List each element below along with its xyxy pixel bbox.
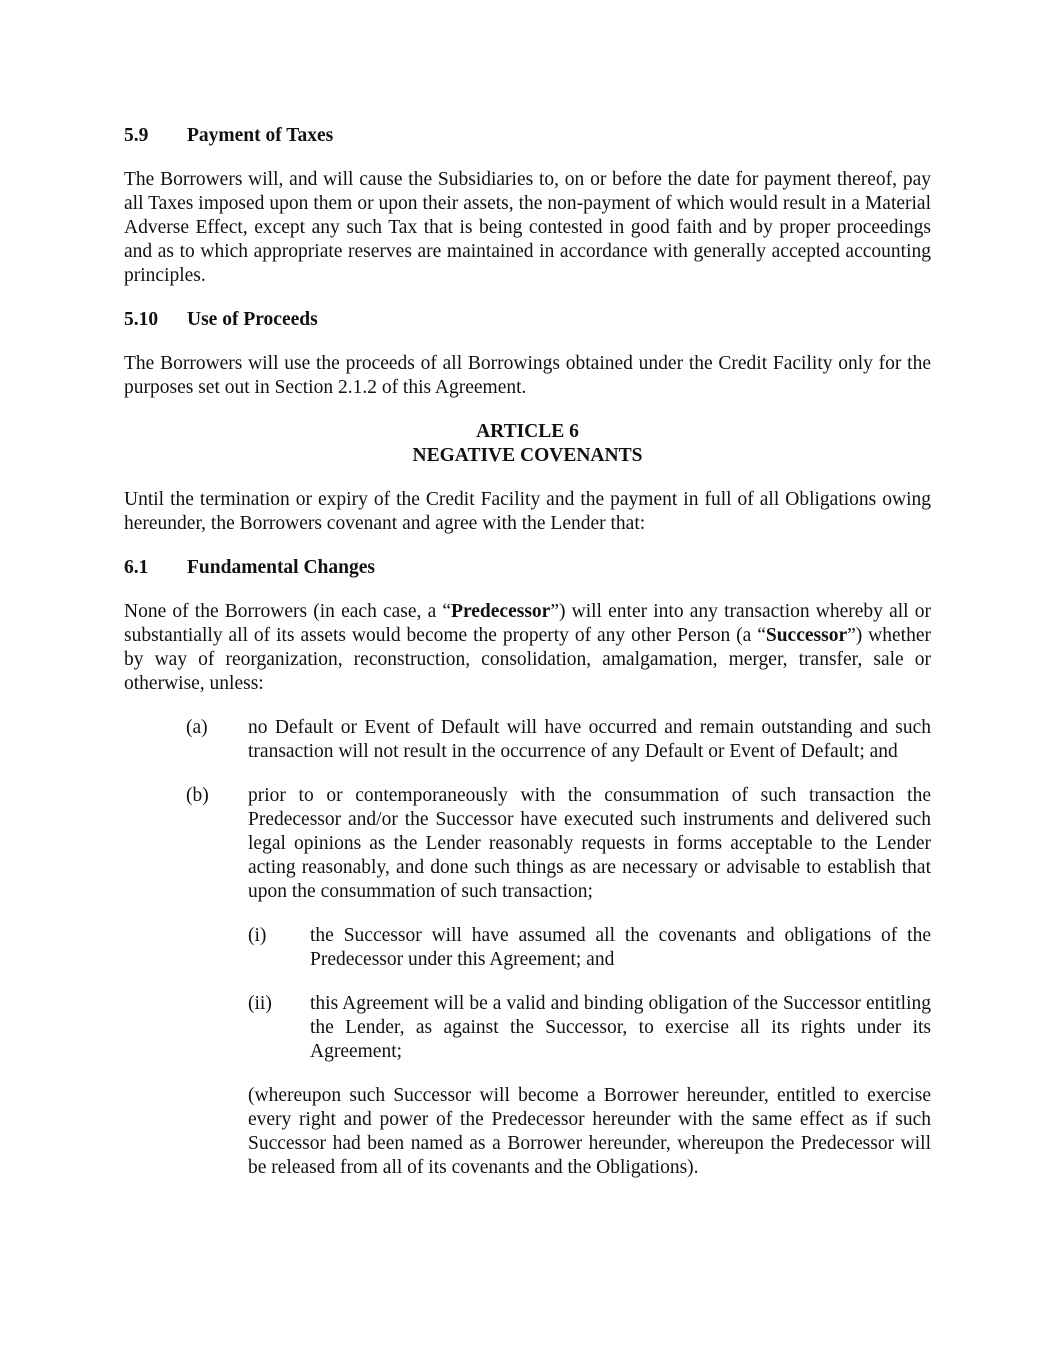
item-text: this Agreement will be a valid and binding obligation of the Successor entitling the Lender, as against the Successor, to exercise all its rights under its Agreement;	[310, 993, 931, 1062]
closing-paragraph: (whereupon such Successor will become a Borrower hereunder, entitled to exercise every right and power of the Predecessor hereunder with the same effect as if such Successor had been named as a Borrower hereunder, whereupon the Predecessor will be released from all of its covenants and the Obligations).	[248, 1085, 931, 1178]
item-label: (i)	[248, 925, 267, 946]
section-6-1-body	[124, 600, 931, 696]
article-title: NEGATIVE COVENANTS	[412, 445, 643, 466]
list-item-b	[186, 784, 931, 904]
section-number: 5.10	[124, 309, 159, 330]
section-5-9-body: The Borrowers will, and will cause the Subsidiaries to, on or before the date for payment thereof, pay all Taxes imposed upon them or upon their assets, the non-payment of which would result in a Material Adverse Effect, except any such Tax that is being contested in good faith and by proper proceedings and as to which appropriate reserves are maintained in accordance with generally accepted accounting principles.	[124, 169, 931, 286]
section-title: Use of Proceeds	[187, 309, 318, 330]
defined-term-successor: Successor	[765, 625, 848, 646]
article-intro: Until the termination or expiry of the Credit Facility and the payment in full of all Obligations owing hereunder, the Borrowers covenant and agree with the Lender that:	[124, 489, 931, 534]
section-number: 6.1	[124, 557, 149, 578]
body-text: ”) whether by way of reorganization, reconstruction, consolidation, amalgamation, merger, transfer, sale or otherwise, unless:	[124, 625, 931, 694]
section-number: 5.9	[124, 125, 149, 146]
list-item-i	[248, 924, 931, 972]
item-text: no Default or Event of Default will have occurred and remain outstanding and such transaction will not result in the occurrence of any Default or Event of Default; and	[248, 717, 931, 762]
section-heading-5-10	[124, 308, 931, 332]
section-title: Fundamental Changes	[187, 557, 375, 578]
item-label: (ii)	[248, 993, 272, 1014]
article-heading	[124, 420, 931, 468]
item-label: (b)	[186, 785, 209, 806]
item-label: (a)	[186, 717, 208, 738]
body-text: None of the Borrowers (in each case, a “	[124, 601, 452, 622]
defined-term-predecessor: Predecessor	[451, 601, 551, 622]
body-text: ”) will enter into any transaction whereby all or substantially all of its assets would become the property of any other Person (a “	[124, 601, 931, 646]
section-title: Payment of Taxes	[187, 125, 334, 146]
section-5-10-body: The Borrowers will use the proceeds of all Borrowings obtained under the Credit Facility only for the purposes set out in Section 2.1.2 of this Agreement.	[124, 353, 931, 398]
article-number: ARTICLE 6	[476, 421, 579, 442]
list-item-ii	[248, 992, 931, 1064]
document-page	[124, 124, 931, 1180]
item-text: prior to or contemporaneously with the consummation of such transaction the Predecessor and/or the Successor have executed such instruments and delivered such legal opinions as the Lender reasonably requests in forms acceptable to the Lender acting reasonably, and done such things as are necessary or advisable to establish that upon the consummation of such transaction;	[248, 785, 931, 902]
section-heading-6-1	[124, 556, 931, 580]
item-text: the Successor will have assumed all the covenants and obligations of the Predecessor under this Agreement; and	[310, 925, 931, 970]
list-item-a	[186, 716, 931, 764]
section-heading-5-9	[124, 124, 931, 148]
